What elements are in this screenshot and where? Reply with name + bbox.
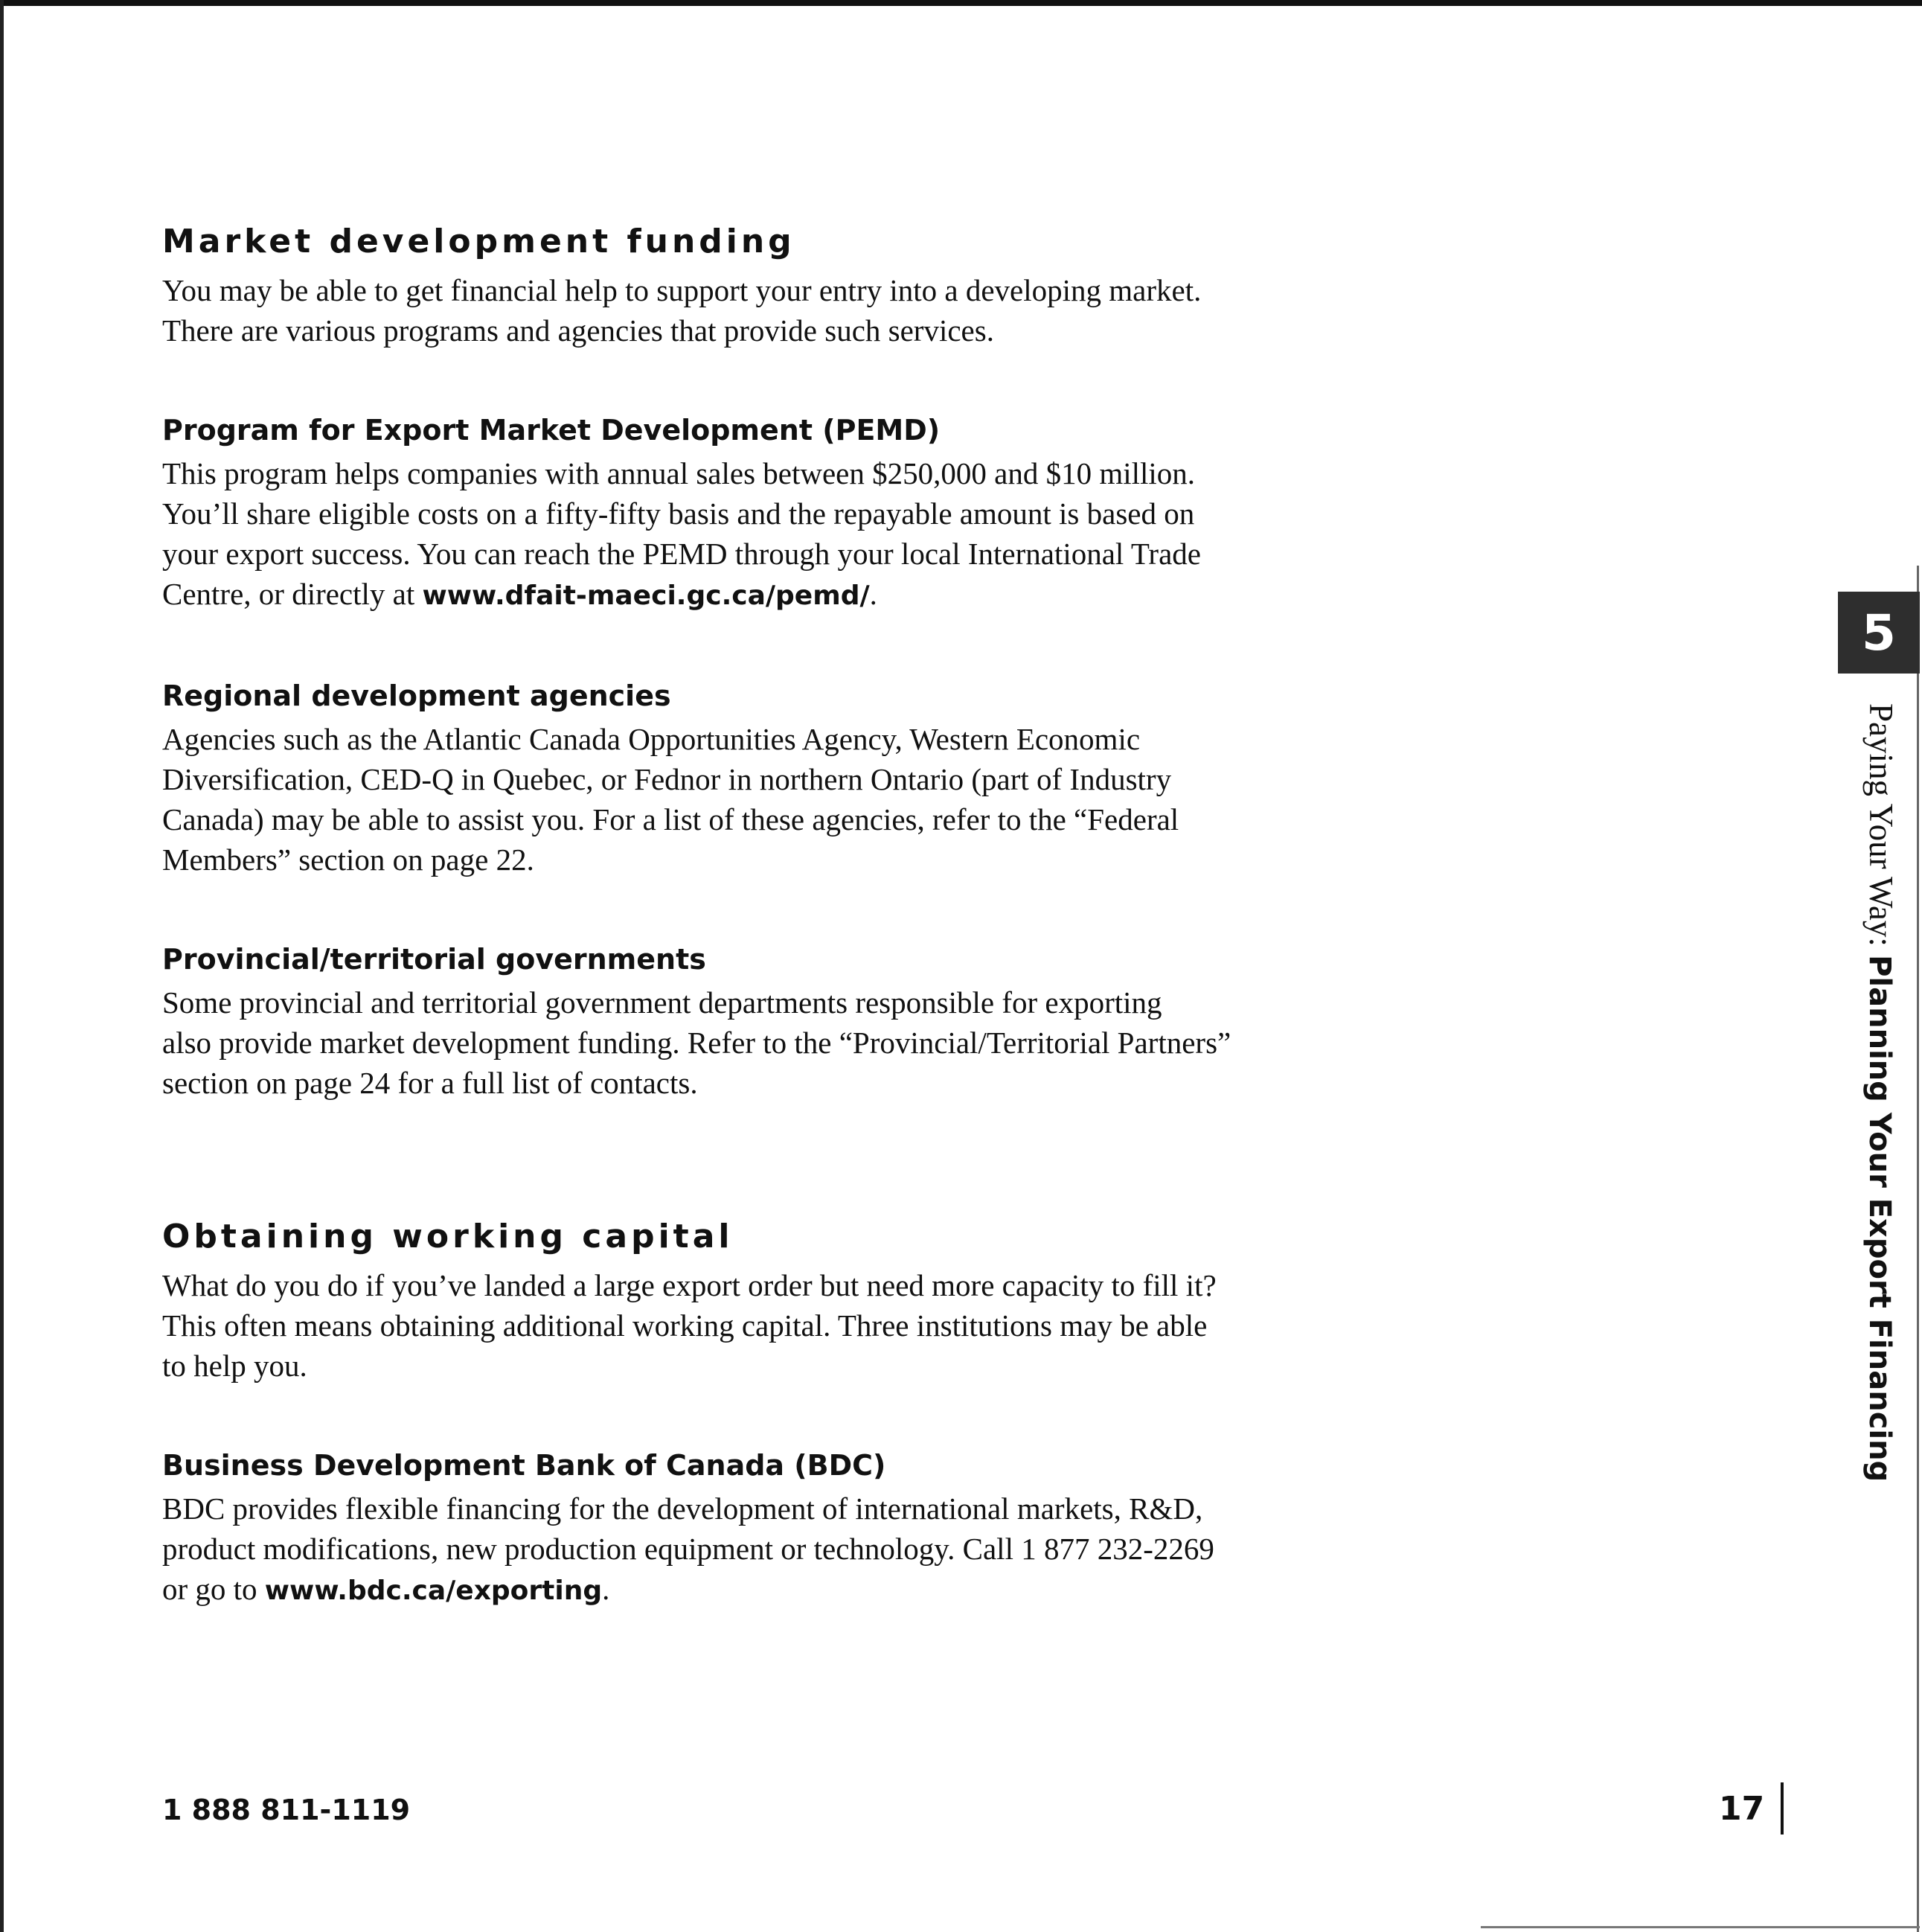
chapter-side-title (1861, 703, 1900, 1482)
footer-phone-number: 1 888 811-1119 (162, 1794, 411, 1826)
body-line: Diversification, CED-Q in Quebec, or Fednor in northern Ontario (part of Industry (162, 762, 1172, 796)
bdc-url-link[interactable]: www.bdc.ca/exporting (264, 1576, 603, 1606)
body-line: section on page 24 for a full list of contacts. (162, 1066, 698, 1100)
body-line: Agencies such as the Atlantic Canada Opportunities Agency, Western Economic (162, 722, 1141, 756)
page-left-border (0, 0, 4, 1932)
body-line: Members” section on page 22. (162, 842, 534, 877)
page-bottom-rule (1481, 1926, 1920, 1928)
subsection-heading: Regional development agencies (162, 679, 671, 712)
intro-line: This often means obtaining additional working capital. Three institutions may be able (162, 1308, 1208, 1343)
chapter-number: 5 (1862, 604, 1896, 662)
body-line: Some provincial and territorial government departments responsible for exporting (162, 985, 1162, 1020)
intro-line: You may be able to get financial help to support your entry into a developing market. (162, 273, 1202, 307)
body-line: This program helps companies with annual sales between $250,000 and $10 million. (162, 456, 1196, 490)
page-right-border (1917, 566, 1919, 1932)
body-line: You’ll share eligible costs on a fifty-fifty basis and the repayable amount is based on (162, 496, 1195, 531)
subsection-body (162, 719, 1323, 880)
body-line: product modifications, new production equipment or technology. Call 1 877 232-2269 (162, 1532, 1214, 1566)
chapter-tab (1838, 592, 1920, 674)
pemd-url-link[interactable]: www.dfait-maeci.gc.ca/pemd/ (422, 580, 870, 611)
section-heading: Obtaining working capital (162, 1218, 734, 1256)
body-line-suffix: . (869, 577, 877, 611)
subsection-regional-agencies (162, 676, 1323, 880)
chapter-title-main: Planning Your Export Financing (1862, 955, 1897, 1482)
subsection-provincial-governments (162, 939, 1323, 1103)
section-heading: Market development funding (162, 223, 795, 260)
subsection-body (162, 453, 1323, 616)
intro-line: What do you do if you’ve landed a large export order but need more capacity to fill it? (162, 1268, 1217, 1302)
main-content (162, 220, 1323, 1671)
chapter-title-prefix: Paying Your Way: (1862, 703, 1900, 956)
page-top-border (0, 0, 1922, 6)
body-line-prefix: or go to (162, 1572, 265, 1606)
subsection-body (162, 982, 1323, 1103)
body-line: your export success. You can reach the PEMD through your local International Trade (162, 537, 1201, 571)
page-number: 17 (1719, 1790, 1765, 1828)
intro-line: to help you. (162, 1349, 307, 1383)
subsection-heading: Program for Export Market Development (PEMD) (162, 414, 941, 447)
section-working-capital (162, 1215, 1323, 1386)
body-line-prefix: Centre, or directly at (162, 577, 423, 611)
subsection-pemd (162, 410, 1323, 616)
intro-line: There are various programs and agencies that provide such services. (162, 313, 994, 348)
body-line-suffix: . (602, 1572, 610, 1606)
subsection-body (162, 1488, 1323, 1611)
section-market-development (162, 220, 1323, 351)
section-intro (162, 270, 1323, 351)
page-number-bar (1781, 1782, 1784, 1835)
subsection-heading: Provincial/territorial governments (162, 943, 706, 976)
subsection-heading: Business Development Bank of Canada (BDC) (162, 1449, 886, 1482)
section-intro (162, 1265, 1323, 1386)
body-line: also provide market development funding. Refer to the “Provincial/Territorial Partners” (162, 1026, 1231, 1060)
body-line: Canada) may be able to assist you. For a list of these agencies, refer to the “Federal (162, 802, 1179, 837)
body-line: BDC provides flexible financing for the development of international markets, R&D, (162, 1491, 1203, 1526)
subsection-bdc (162, 1445, 1323, 1611)
